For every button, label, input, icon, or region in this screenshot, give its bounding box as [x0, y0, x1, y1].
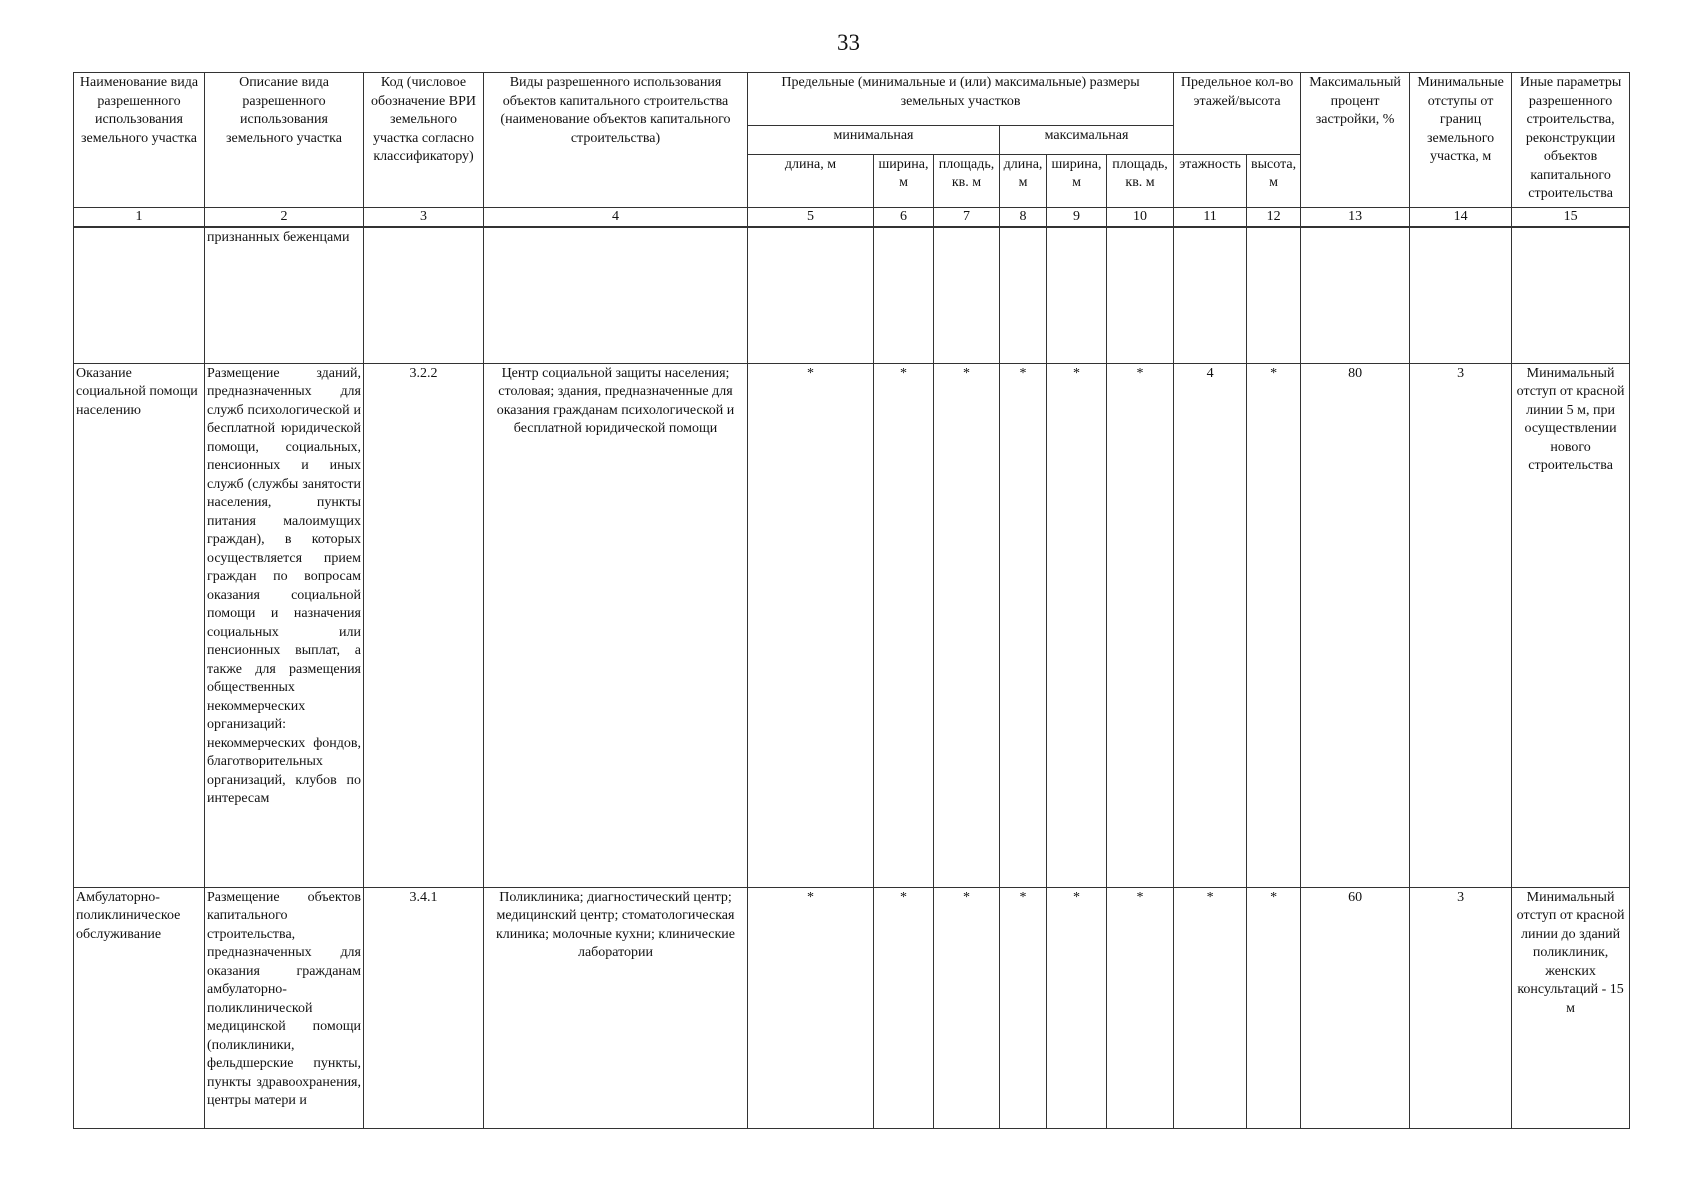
cell-other	[1512, 227, 1630, 363]
cell-value	[1410, 227, 1512, 363]
cell-value	[1174, 227, 1247, 363]
column-number: 7	[934, 208, 1000, 228]
cell-other: Минимальный отступ от красной линии 5 м, при осуществлении нового строительства	[1512, 363, 1630, 887]
cell-description: Размещение зданий, предназначенных для служб психологической и бесплатной юридической помощи, социальных, пенсионных и иных служб (службы занятости населения, пункты питания малоимущих граждан), в которых осуществляется прием граждан по вопросам оказания социальной помощи и назначения социальных или пенсионных выплат, а также для размещения общественных некоммерческих организаций: некоммерческих фондов, благотворительных организаций, клубов по интересам	[205, 363, 364, 887]
column-number: 15	[1512, 208, 1630, 228]
cell-value: *	[874, 887, 934, 1128]
cell-description: Размещение объектов капитального строительства, предназначенных для оказания гражданам амбулаторно-поликлинической медицинской помощи (поликлиники, фельдшерские пункты, пункты здравоохранения, центры матери и	[205, 887, 364, 1128]
column-number: 14	[1410, 208, 1512, 228]
header-min-group: минимальная	[748, 126, 1000, 155]
header-min-width: ширина, м	[874, 154, 934, 207]
cell-value: *	[1047, 363, 1107, 887]
header-code: Код (числовое обозначение ВРИ земельного участка согласно классификатору)	[364, 73, 484, 208]
cell-oks: Центр социальной защиты населения; столовая; здания, предназначенные для оказания гражданам психологической и бесплатной юридической помощи	[484, 363, 748, 887]
cell-value: *	[748, 363, 874, 887]
cell-value: 3	[1410, 363, 1512, 887]
cell-value: *	[1000, 363, 1047, 887]
column-number: 12	[1247, 208, 1301, 228]
cell-value: *	[934, 887, 1000, 1128]
header-min-setback: Минимальные отступы от границ земельного участка, м	[1410, 73, 1512, 208]
page-number: 33	[837, 30, 860, 55]
cell-name: Амбулаторно-поликлиническое обслуживание	[74, 887, 205, 1128]
header-max-area: площадь, кв. м	[1107, 154, 1174, 207]
cell-value: *	[1247, 887, 1301, 1128]
column-number: 6	[874, 208, 934, 228]
cell-description: признанных беженцами	[205, 227, 364, 363]
cell-value: 4	[1174, 363, 1247, 887]
header-description: Описание вида разрешенного использования земельного участка	[205, 73, 364, 208]
header-min-area: площадь, кв. м	[934, 154, 1000, 207]
cell-value: *	[1107, 363, 1174, 887]
header-max-percent: Максимальный процент застройки, %	[1301, 73, 1410, 208]
cell-value: 3	[1410, 887, 1512, 1128]
column-number: 5	[748, 208, 874, 228]
column-number: 10	[1107, 208, 1174, 228]
cell-other: Минимальный отступ от красной линии до зданий поликлиник, женских консультаций - 15 м	[1512, 887, 1630, 1128]
table-row	[74, 227, 1630, 363]
column-numbers-row	[74, 208, 1630, 228]
header-min-length: длина, м	[748, 154, 874, 207]
header-max-width: ширина, м	[1047, 154, 1107, 207]
cell-value	[1107, 227, 1174, 363]
header-plot-size-group: Предельные (минимальные и (или) максимальные) размеры земельных участков	[748, 73, 1174, 126]
cell-code	[364, 227, 484, 363]
cell-value: 60	[1301, 887, 1410, 1128]
column-number: 9	[1047, 208, 1107, 228]
cell-value: *	[1000, 887, 1047, 1128]
header-height: высота, м	[1247, 154, 1301, 207]
column-number: 1	[74, 208, 205, 228]
header-floors-group: Предельное кол-во этажей/высота	[1174, 73, 1301, 155]
cell-value	[748, 227, 874, 363]
cell-name	[74, 227, 205, 363]
column-number: 13	[1301, 208, 1410, 228]
table-row	[74, 887, 1630, 1128]
cell-value: 80	[1301, 363, 1410, 887]
cell-code: 3.2.2	[364, 363, 484, 887]
column-number: 11	[1174, 208, 1247, 228]
header-max-length: длина, м	[1000, 154, 1047, 207]
column-number: 2	[205, 208, 364, 228]
cell-oks	[484, 227, 748, 363]
cell-value: *	[934, 363, 1000, 887]
column-number: 3	[364, 208, 484, 228]
cell-name: Оказание социальной помощи населению	[74, 363, 205, 887]
cell-value: *	[1047, 887, 1107, 1128]
header-oks: Виды разрешенного использования объектов капитального строительства (наименование объектов капитального строительства)	[484, 73, 748, 208]
header-name: Наименование вида разрешенного использования земельного участка	[74, 73, 205, 208]
cell-value: *	[1247, 363, 1301, 887]
cell-value	[1247, 227, 1301, 363]
cell-value	[1000, 227, 1047, 363]
header-other-params: Иные параметры разрешенного строительства, реконструкции объектов капитального строительства	[1512, 73, 1630, 208]
cell-code: 3.4.1	[364, 887, 484, 1128]
cell-value: *	[1107, 887, 1174, 1128]
cell-value: *	[1174, 887, 1247, 1128]
cell-value: *	[748, 887, 874, 1128]
cell-value: *	[874, 363, 934, 887]
column-number: 4	[484, 208, 748, 228]
zoning-table	[73, 72, 1630, 1129]
cell-value	[1047, 227, 1107, 363]
header-max-group: максимальная	[1000, 126, 1174, 155]
column-number: 8	[1000, 208, 1047, 228]
cell-oks: Поликлиника; диагностический центр; медицинский центр; стоматологическая клиника; молочные кухни; клинические лаборатории	[484, 887, 748, 1128]
cell-value	[934, 227, 1000, 363]
cell-value	[1301, 227, 1410, 363]
header-floors: этажность	[1174, 154, 1247, 207]
cell-value	[874, 227, 934, 363]
table-row	[74, 363, 1630, 887]
